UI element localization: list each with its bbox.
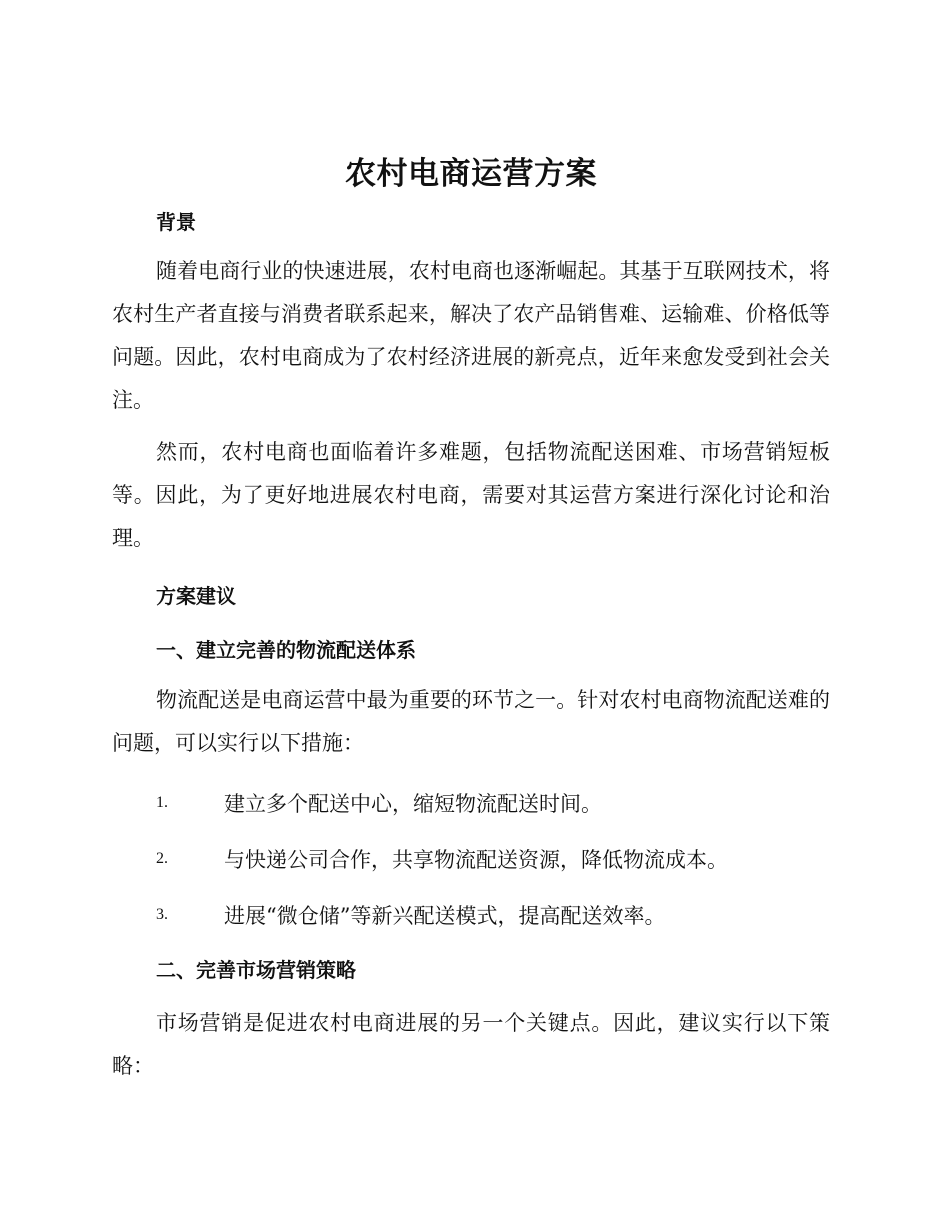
logistics-measures-list [112, 783, 830, 935]
document-title: 农村电商运营方案 [345, 156, 597, 192]
list-item-text: 建立多个配送中心，缩短物流配送时间。 [224, 792, 602, 816]
marketing-intro-paragraph: 市场营销是促进农村电商进展的另一个关键点。因此，建议实行以下策略： [112, 1011, 830, 1078]
subsection-heading-marketing: 二、完善市场营销策略 [156, 958, 356, 982]
list-item [112, 895, 830, 935]
list-item [112, 839, 830, 879]
list-item-number: 3. [156, 906, 168, 923]
list-item-text: 与快递公司合作，共享物流配送资源，降低物流成本。 [224, 848, 728, 872]
list-item-number: 2. [156, 850, 168, 867]
logistics-intro-paragraph: 物流配送是电商运营中最为重要的环节之一。针对农村电商物流配送难的问题，可以实行以下措施： [112, 688, 830, 755]
section-heading-proposal: 方案建议 [156, 584, 236, 608]
list-item-text: 进展“微仓储”等新兴配送模式，提高配送效率。 [224, 904, 666, 928]
background-paragraph-2: 然而，农村电商也面临着许多难题，包括物流配送困难、市场营销短板等。因此，为了更好地进展农村电商，需要对其运营方案进行深化讨论和治理。 [112, 440, 830, 550]
section-heading-background: 背景 [156, 210, 196, 234]
background-paragraph-1: 随着电商行业的快速进展，农村电商也逐渐崛起。其基于互联网技术，将农村生产者直接与消费者联系起来，解决了农产品销售难、运输难、价格低等问题。因此，农村电商成为了农村经济进展的新亮点，近年来愈发受到社会关注。 [112, 259, 830, 412]
document-page [112, 148, 830, 1088]
list-item [112, 783, 830, 823]
subsection-heading-logistics: 一、建立完善的物流配送体系 [156, 638, 416, 662]
list-item-number: 1. [156, 794, 168, 811]
